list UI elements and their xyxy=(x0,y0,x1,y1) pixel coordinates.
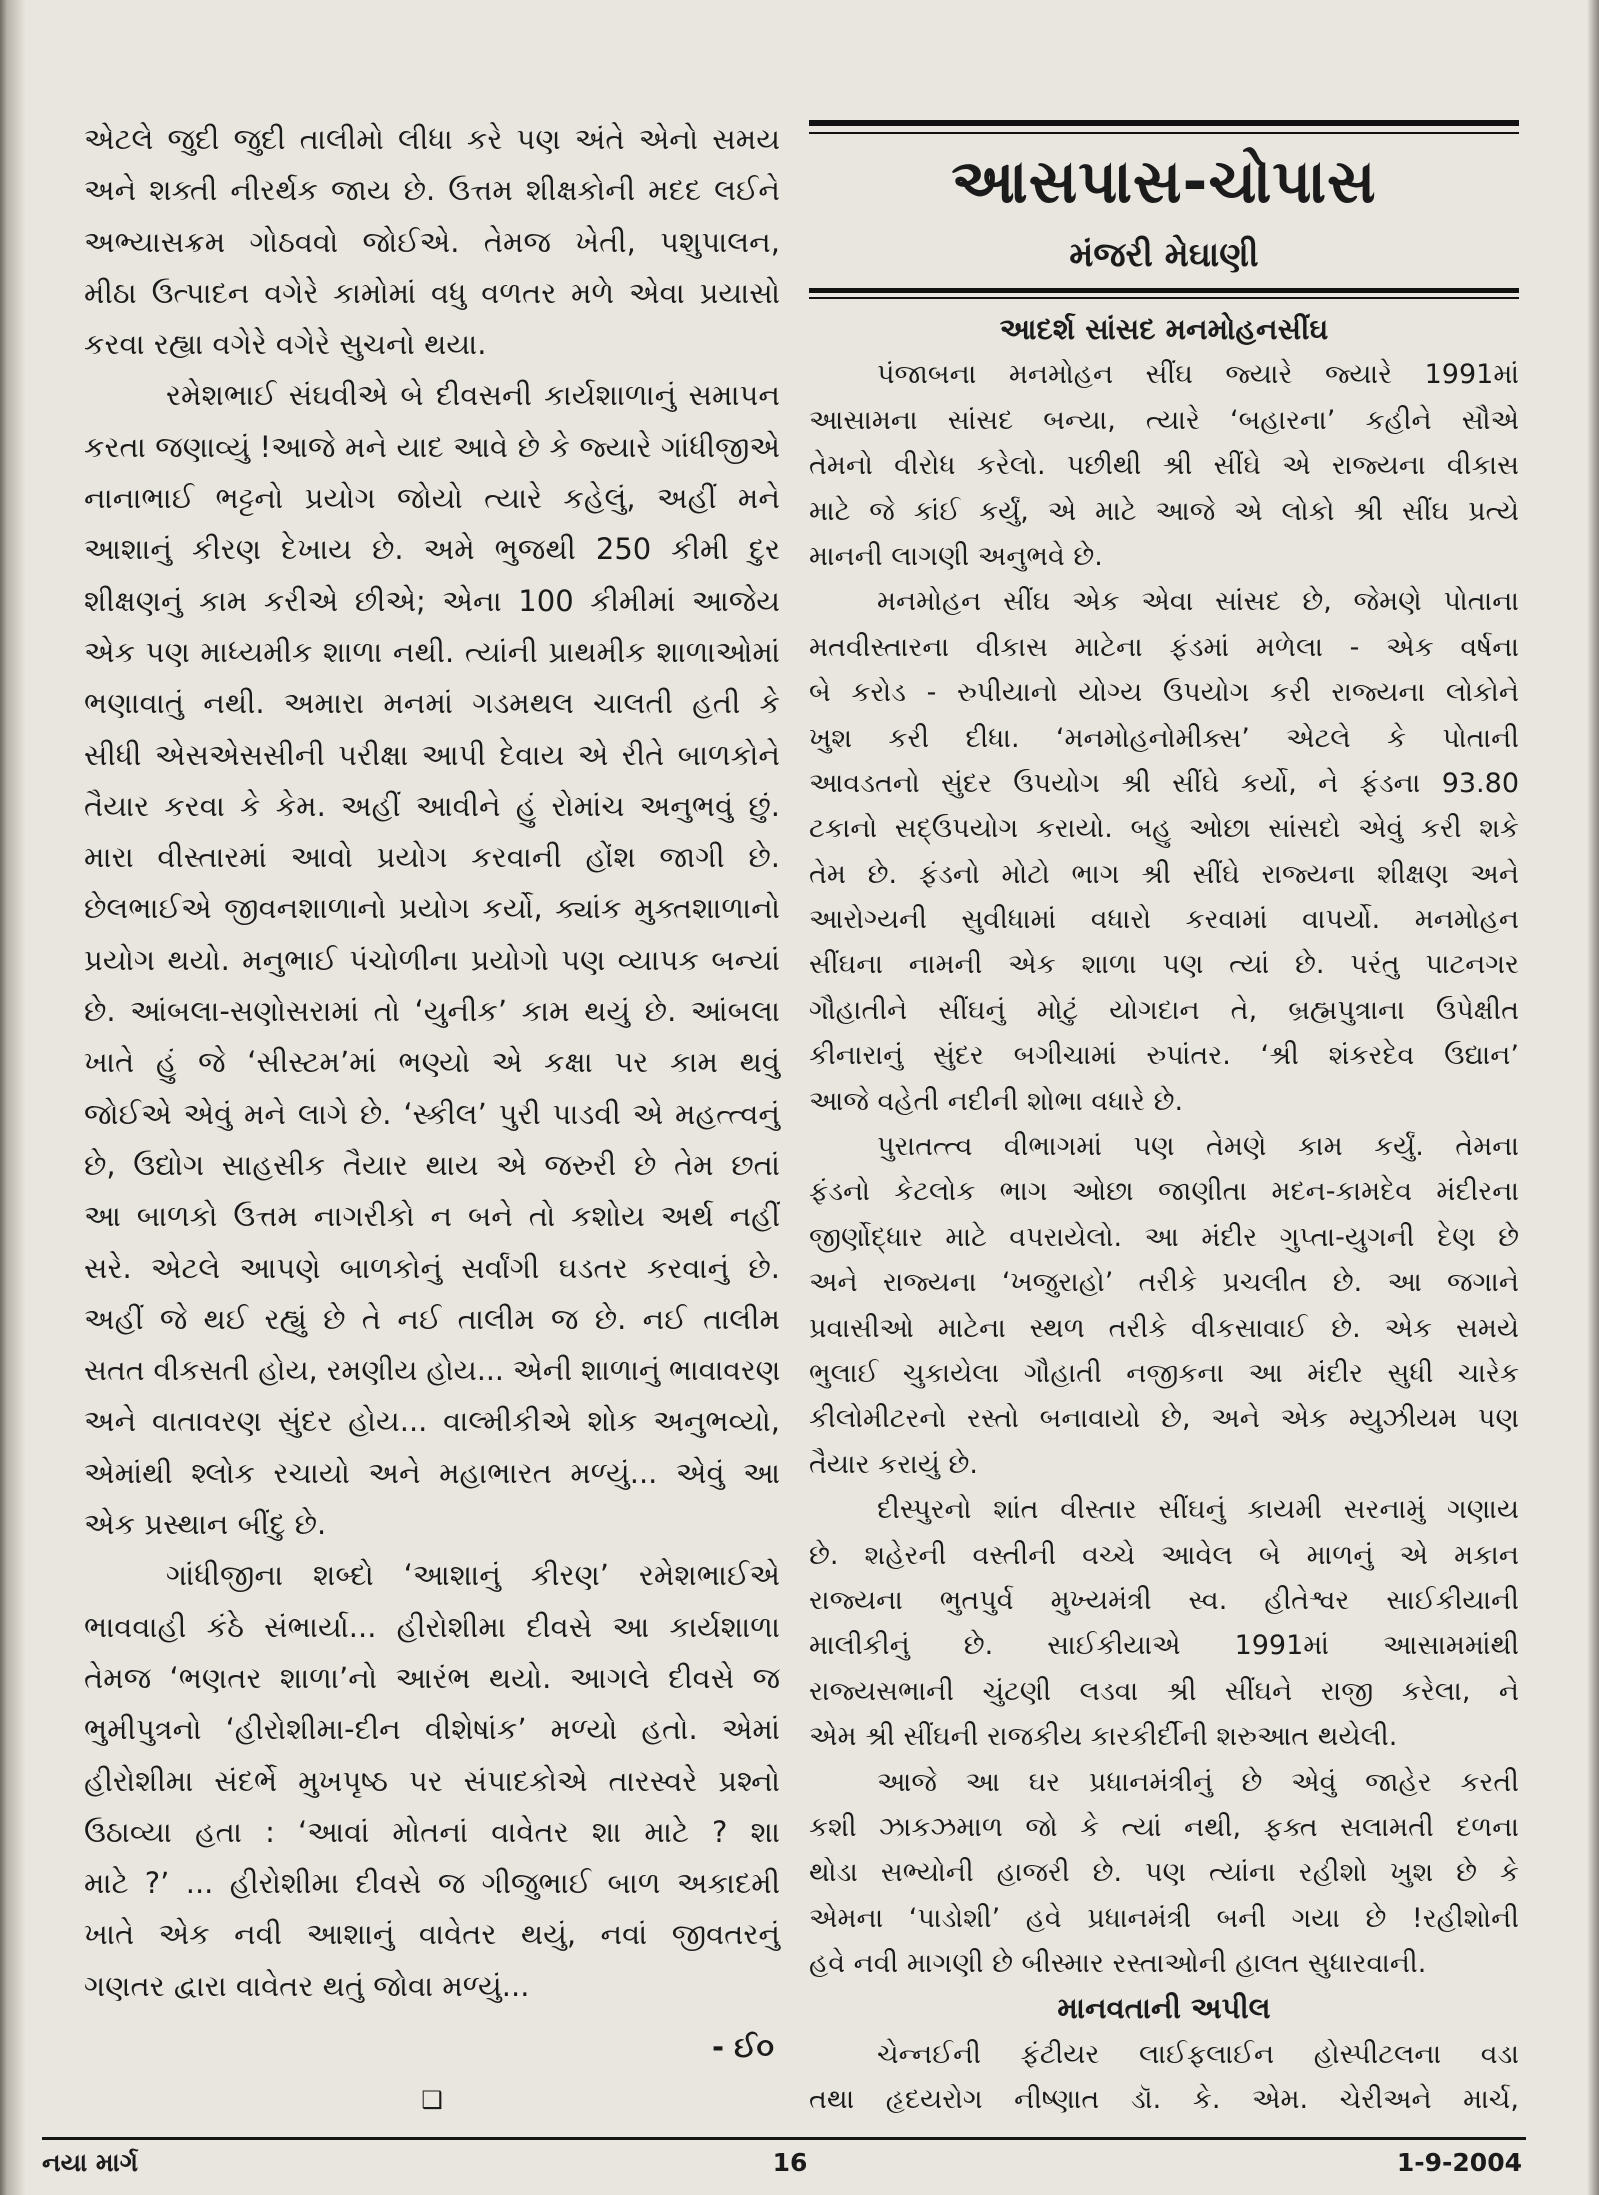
text-line: નાનાભાઈ ભટ્ટનો પ્રયોગ જોયો ત્યારે કહેલું, અહીં મને xyxy=(84,481,780,516)
text-line: કરવા રહ્યા વગેરે વગેરે સુચનો થયા. xyxy=(84,327,487,362)
text-line: આરોગ્યની સુવીધામાં વધારો કરવામાં વાપર્યો. મનમોહન xyxy=(809,904,1519,936)
byline-rule-thin xyxy=(809,297,1519,299)
text-line: આ બાળકો ઉત્તમ નાગરીકો ન બને તો કશોય અર્થ નહીં xyxy=(84,1199,780,1234)
text-line: હવે નવી માગણી છે બીસ્માર રસ્તાઓની હાલત સુધારવાની. xyxy=(809,1948,1427,1980)
text-line: કીનારાનું સુંદર બગીચામાં રુપાંતર. ‘શ્રી શંકરદેવ ઉદ્યાન’ xyxy=(809,1040,1519,1072)
text-line: એટલે જુદી જુદી તાલીમો લીધા કરે પણ અંતે એનો સમય xyxy=(84,122,780,156)
text-line: મતવીસ્તારના વીકાસ માટેના ફંડમાં મળેલા - એક વર્ષના xyxy=(809,631,1519,663)
text-line: થોડા સભ્યોની હાજરી છે. પણ ત્યાંના રહીશો ખુશ છે કે xyxy=(809,1857,1519,1889)
text-line: તેમજ ‘ભણતર શાળા’નો આરંભ થયો. આગલે દીવસે જ xyxy=(84,1660,780,1695)
text-line: ગાંધીજીના શબ્દો ‘આશાનું કીરણ’ રમેશભાઈએ xyxy=(166,1558,780,1593)
text-line: ખાતે એક નવી આશાનું વાવેતર થયું, નવાં જીવતરનું xyxy=(84,1917,780,1952)
text-line: તૈયાર કરવા કે કેમ. અહીં આવીને હું રોમાંચ અનુભવું છું. xyxy=(84,788,780,823)
paragraph xyxy=(809,1760,1519,1987)
paragraph xyxy=(84,1550,780,2012)
text-line: શીક્ષણનું કામ કરીએ છીએ; એના 100 કીમીમાં આજેય xyxy=(84,583,780,618)
text-line: ભણાવાતું નથી. અમારા મનમાં ગડમથલ ચાલતી હતી કે xyxy=(84,686,780,721)
text-line: બે કરોડ - રુપીયાનો યોગ્ય ઉપયોગ કરી રાજ્યના લોકોને xyxy=(809,677,1519,709)
text-line: આજે આ ઘર પ્રધાનમંત્રીનું છે એવું જાહેર કરતી xyxy=(877,1766,1519,1798)
text-line: આશાનું કીરણ દેખાય છે. અમે ભુજથી 250 કીમી દુર xyxy=(84,532,780,567)
right-column xyxy=(809,307,1519,2123)
paragraph xyxy=(84,370,780,1550)
paragraph xyxy=(809,2032,1519,2123)
text-line: તેમનો વીરોધ કરેલો. પછીથી શ્રી સીંઘે એ રાજ્યના વીકાસ xyxy=(809,450,1519,482)
issue-date: 1-9-2004 xyxy=(1396,2148,1522,2177)
text-line: તેમ છે. ફંડનો મોટો ભાગ શ્રી સીંઘે રાજ્યના શીક્ષણ અને xyxy=(809,858,1519,890)
text-line: છે. શહેરની વસ્તીની વચ્ચે આવેલ બે માળનું એ મકાન xyxy=(809,1539,1519,1571)
text-line: માનની લાગણી અનુભવે છે. xyxy=(809,540,1103,572)
text-line: પંજાબના મનમોહન સીંઘ જ્યારે જ્યારે 1991માં xyxy=(877,359,1519,391)
text-line: તૈયાર કરાયું છે. xyxy=(809,1448,978,1480)
byline-rule-thick xyxy=(809,288,1519,293)
text-line: મીઠા ઉત્પાદન વગેરે કામોમાં વધુ વળતર મળે એવા પ્રયાસો xyxy=(84,275,780,310)
article-heading: આદર્શ સાંસદ મનમોહનસીંઘ xyxy=(999,312,1329,346)
text-line: પુરાતત્ત્વ વીભાગમાં પણ તેમણે કામ કર્યું. તેમના xyxy=(877,1131,1519,1163)
text-line: ઉઠાવ્યા હતા : ‘આવાં મોતનાં વાવેતર શા માટે ? શા xyxy=(84,1814,780,1849)
text-line: હીરોશીમા સંદર્ભે મુખપૃષ્ઠ પર સંપાદકોએ તારસ્વરે પ્રશ્નો xyxy=(84,1763,780,1798)
text-line: સરે. એટલે આપણે બાળકોનું સર્વાંગી ઘડતર કરવાનું છે. xyxy=(84,1250,780,1285)
text-line: જોઈએ એવું મને લાગે છે. ‘સ્કીલ’ પુરી પાડવી એ મહત્ત્વનું xyxy=(84,1096,780,1131)
column-author: મંજરી મેઘાણી xyxy=(1069,235,1259,275)
text-line: એમ શ્રી સીંઘની રાજકીય કારકીર્દીની શરુઆત થયેલી. xyxy=(809,1721,1398,1753)
text-line: ચેન્નઈની ફંટીયર લાઈફલાઈન હોસ્પીટલના વડા xyxy=(877,2038,1519,2070)
page-number: 16 xyxy=(772,2148,808,2177)
text-line: કરતા જણાવ્યું !આજે મને યાદ આવે છે કે જ્યારે ગાંધીજીએ xyxy=(84,429,780,464)
text-line: ગણતર દ્વારા વાવેતર થતું જોવા મળ્યું... xyxy=(84,1968,530,2003)
text-line: એક પણ માધ્યમીક શાળા નથી. ત્યાંની પ્રાથમીક શાળાઓમાં xyxy=(84,634,780,669)
left-column xyxy=(84,114,780,2012)
text-line: સીધી એસએસસીની પરીક્ષા આપી દેવાય એ રીતે બાળકોને xyxy=(84,737,780,772)
text-line: રમેશભાઈ સંઘવીએ બે દીવસની કાર્યશાળાનું સમાપન xyxy=(166,378,780,413)
paragraph xyxy=(809,579,1519,1124)
text-line: કશી ઝાકઝમાળ જો કે ત્યાં નથી, ફક્ત સલામતી દળના xyxy=(809,1811,1519,1843)
text-line: છે, ઉદ્યોગ સાહસીક તૈયાર થાય એ જરુરી છે તેમ છતાં xyxy=(84,1147,780,1182)
text-line: અહીં જે થઈ રહ્યું છે તે નઈ તાલીમ જ છે. નઈ તાલીમ xyxy=(84,1301,780,1336)
text-line: અને રાજ્યના ‘ખજુરાહો’ તરીકે પ્રચલીત છે. આ જગાને xyxy=(809,1267,1519,1299)
text-line: પ્રયોગ થયો. મનુભાઈ પંચોળીના પ્રયોગો પણ વ્યાપક બન્યાં xyxy=(84,942,780,977)
text-line: રાજ્યસભાની ચુંટણી લડવા શ્રી સીંઘને રાજી કરેલા, ને xyxy=(809,1675,1519,1707)
text-line: ખુશ કરી દીધા. ‘મનમોહનોમીક્સ’ એટલે કે પોતાની xyxy=(809,722,1519,754)
paragraph xyxy=(84,114,780,370)
text-line: મારા વીસ્તારમાં આવો પ્રયોગ કરવાની હોંશ જાગી છે. xyxy=(84,840,780,875)
text-line: એમના ‘પાડોશી’ હવે પ્રધાનમંત્રી બની ગયા છે !રહીશોની xyxy=(809,1902,1519,1934)
scan-shadow-right xyxy=(1587,0,1599,2195)
header-rule-thick xyxy=(809,120,1519,126)
scan-shadow-left xyxy=(0,0,26,2195)
text-line: છેલભાઈએ જીવનશાળાનો પ્રયોગ કર્યો, ક્યાંક મુક્તશાળાનો xyxy=(84,891,780,926)
text-line: અભ્યાસક્રમ ગોઠવવો જોઈએ. તેમજ ખેતી, પશુપાલન, xyxy=(84,224,780,259)
article-end-mark: ❑ xyxy=(421,2086,443,2114)
paragraph xyxy=(809,1124,1519,1487)
header-rule-thin xyxy=(809,132,1519,134)
text-line: અને શક્તી નીરર્થક જાય છે. ઉત્તમ શીક્ષકોની મદદ લઈને xyxy=(84,173,780,208)
text-line: ભાવવાહી કંઠે સંભાર્યા... હીરોશીમા દીવસે આ કાર્યશાળા xyxy=(84,1609,780,1644)
text-line: માટે જે કાંઈ કર્યું, એ માટે આજે એ લોકો શ્રી સીંઘ પ્રત્યે xyxy=(809,495,1519,527)
text-line: છે. આંબલા-સણોસરામાં તો ‘યુનીક’ કામ થયું છે. આંબલા xyxy=(84,994,780,1029)
text-line: સતત વીકસતી હોય, રમણીય હોય... એની શાળાનું ભાવાવરણ xyxy=(84,1353,781,1388)
text-line: તથા હૃદયરોગ નીષ્ણાત ડૉ. કે. એમ. ચેરીઅને માર્ચ, xyxy=(809,2084,1519,2116)
text-line: ગૌહાતીને સીંઘનું મોટું યોગદાન તે, બ્રહ્મપુત્રાના ઉપેક્ષીત xyxy=(809,994,1519,1026)
text-line: માટે ?’ ... હીરોશીમા દીવસે જ ગીજુભાઈ બાળ અકાદમી xyxy=(84,1866,780,1901)
publication-name: નયા માર્ગ xyxy=(42,2148,138,2177)
text-line: આસામના સાંસદ બન્યા, ત્યારે ‘બહારના’ કહીને સૌએ xyxy=(809,404,1519,436)
text-line: પ્રવાસીઓ માટેના સ્થળ તરીકે વીકસાવાઈ છે. એક સમયે xyxy=(809,1312,1519,1344)
text-line: રાજ્યના ભુતપુર્વ મુખ્યમંત્રી સ્વ. હીતેશ્વર સાઈકીયાની xyxy=(809,1584,1519,1616)
column-title: આસપાસ-ચોપાસ xyxy=(951,147,1377,217)
text-line: ખાતે હું જે ‘સીસ્ટમ’માં ભણ્યો એ કક્ષા પર કામ થવું xyxy=(84,1045,780,1080)
author-signature: - ઈ૦ xyxy=(712,2030,774,2064)
text-line: ટકાનો સદ્ઉપયોગ કરાયો. બહુ ઓછા સાંસદો એવું કરી શકે xyxy=(809,813,1519,845)
text-line: આવડતનો સુંદર ઉપયોગ શ્રી સીંઘે કર્યો, ને ફંડના 93.80 xyxy=(809,767,1519,799)
text-line: ભુમીપુત્રનો ‘હીરોશીમા-દીન વીશેષાંક’ મળ્યો હતો. એમાં xyxy=(84,1712,780,1747)
text-line: અને વાતાવરણ સુંદર હોય... વાલ્મીકીએ શોક અનુભવ્યો, xyxy=(84,1404,780,1439)
text-line: દીસ્પુરનો શાંત વીસ્તાર સીંઘનું કાયમી સરનામું ગણાય xyxy=(877,1494,1519,1526)
text-line: કીલોમીટરનો રસ્તો બનાવાયો છે, અને એક મ્યુઝીયમ પણ xyxy=(809,1403,1519,1435)
text-line: એમાંથી શ્લોક રચાયો અને મહાભારત મળ્યું... એવું આ xyxy=(84,1455,780,1490)
text-line: ફંડનો કેટલોક ભાગ ઓછા જાણીતા મદન-કામદેવ મંદીરના xyxy=(809,1176,1519,1208)
text-line: એક પ્રસ્થાન બીંદુ છે. xyxy=(84,1507,327,1542)
text-line: મનમોહન સીંઘ એક એવા સાંસદ છે, જેમણે પોતાના xyxy=(877,586,1519,618)
paragraph xyxy=(809,352,1519,579)
text-line: ભુલાઈ ચુકાયેલા ગૌહાતી નજીકના આ મંદીર સુધી ચારેક xyxy=(809,1357,1519,1389)
footer-rule xyxy=(42,2137,1526,2140)
text-line: સીંઘના નામની એક શાળા પણ ત્યાં છે. પરંતુ પાટનગર xyxy=(809,949,1519,981)
text-line: જીર્ણોદ્ધાર માટે વપરાયેલો. આ મંદીર ગુપ્તા-યુગની દેણ છે xyxy=(809,1221,1519,1253)
next-article-heading: માનવતાની અપીલ xyxy=(1057,1991,1271,2026)
text-line: માલીકીનું છે. સાઈકીયાએ 1991માં આસામમાંથી xyxy=(809,1630,1519,1662)
text-line: આજે વહેતી નદીની શોભા વધારે છે. xyxy=(809,1085,1184,1117)
paragraph xyxy=(809,1487,1519,1759)
